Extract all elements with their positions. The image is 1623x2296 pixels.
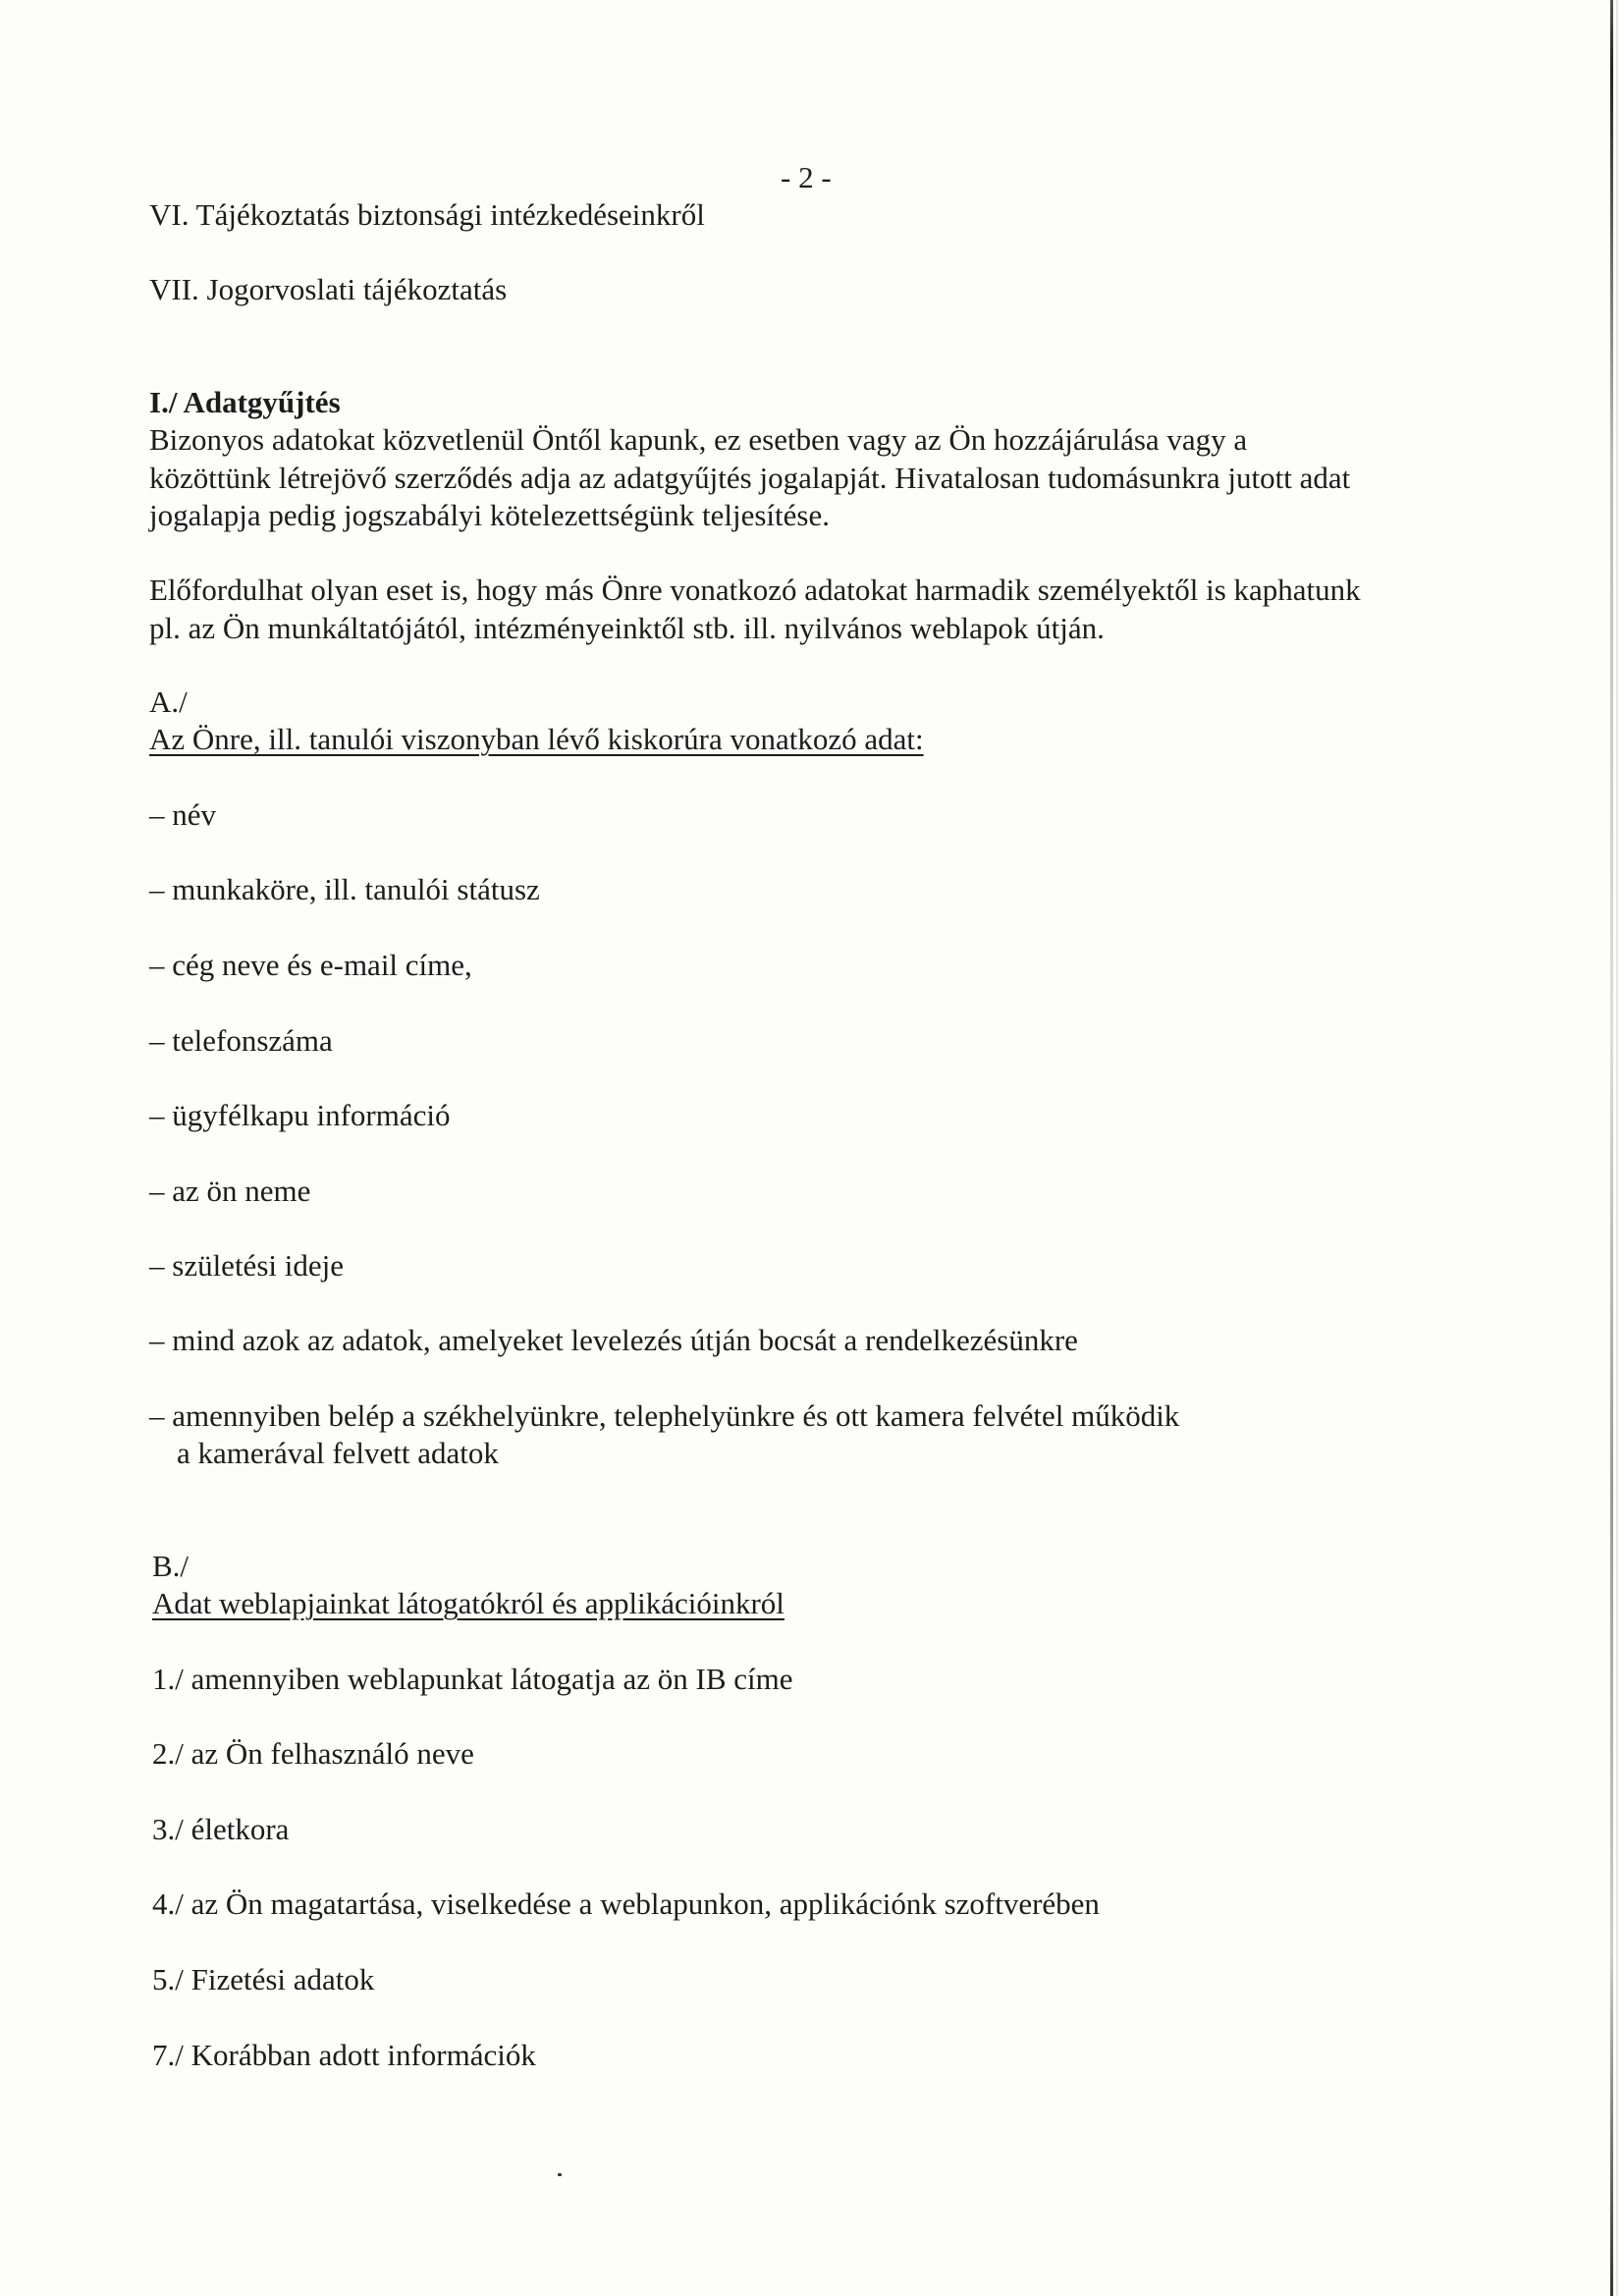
list-item-job: – munkaköre, ill. tanulói státusz [149, 872, 540, 906]
section-b-title: Adat weblapjainkat látogatókról és applikációinkról [152, 1586, 784, 1620]
web-item-2: 2./ az Ön felhasználó neve [152, 1736, 474, 1771]
section-b-label: B./ [152, 1549, 189, 1583]
web-item-7: 7./ Korábban adott információk [152, 2038, 536, 2072]
section-a-label: A./ [149, 684, 188, 719]
third-party-paragraph [149, 572, 1361, 647]
scan-edge-line [1610, 0, 1613, 2296]
intro-paragraph [149, 421, 1350, 535]
intro-line-2: közöttünk létrejövő szerződés adja az adatgyűjtés jogalapját. Hivatalosan tudomásunkra jutott adat [149, 460, 1351, 495]
web-item-3: 3./ életkora [152, 1812, 290, 1846]
web-item-5: 5./ Fizetési adatok [152, 1962, 375, 1996]
intro-line-1: Bizonyos adatokat közvetlenül Öntől kapunk, ez esetben vagy az Ön hozzájárulása vagy a [149, 422, 1248, 457]
scan-edge-shadow [1616, 0, 1618, 2296]
list-item-company: – cég neve és e-mail címe, [149, 948, 472, 982]
web-item-4: 4./ az Ön magatartása, viselkedése a weblapunkon, applikációnk szoftverében [152, 1886, 1100, 1921]
list-item-camera-continuation: a kamerával felvett adatok [177, 1436, 499, 1470]
page-number: - 2 - [781, 160, 832, 194]
third-party-line-2: pl. az Ön munkáltatójától, intézményeinktől stb. ill. nyilvános weblapok útján. [149, 610, 1105, 645]
third-party-line-1: Előfordulhat olyan eset is, hogy más Önre vonatkozó adatokat harmadik személyektől is kaphatunk [149, 573, 1361, 607]
toc-item-6: VI. Tájékoztatás biztonsági intézkedéseinkről [149, 197, 705, 232]
list-item-gov-portal: – ügyfélkapu információ [149, 1098, 451, 1132]
list-item-correspondence: – mind azok az adatok, amelyeket levelezés útján bocsát a rendelkezésünkre [149, 1323, 1078, 1357]
list-item-birth-date: – születési ideje [149, 1248, 344, 1283]
list-item-phone: – telefonszáma [149, 1023, 333, 1058]
scan-speck [558, 2173, 562, 2176]
section-heading: I./ Adatgyűjtés [149, 385, 341, 419]
list-item-name: – név [149, 797, 217, 832]
list-item-camera: – amennyiben belép a székhelyünkre, telephelyünkre és ott kamera felvétel működik [149, 1398, 1180, 1433]
list-item-gender: – az ön neme [149, 1174, 311, 1208]
web-item-1: 1./ amennyiben weblapunkat látogatja az ön IB címe [152, 1662, 793, 1696]
toc-item-7: VII. Jogorvoslati tájékoztatás [149, 272, 508, 306]
section-a-title: Az Önre, ill. tanulói viszonyban lévő kiskorúra vonatkozó adat: [149, 722, 924, 756]
intro-line-3: jogalapja pedig jogszabályi kötelezettségünk teljesítése. [149, 498, 830, 532]
